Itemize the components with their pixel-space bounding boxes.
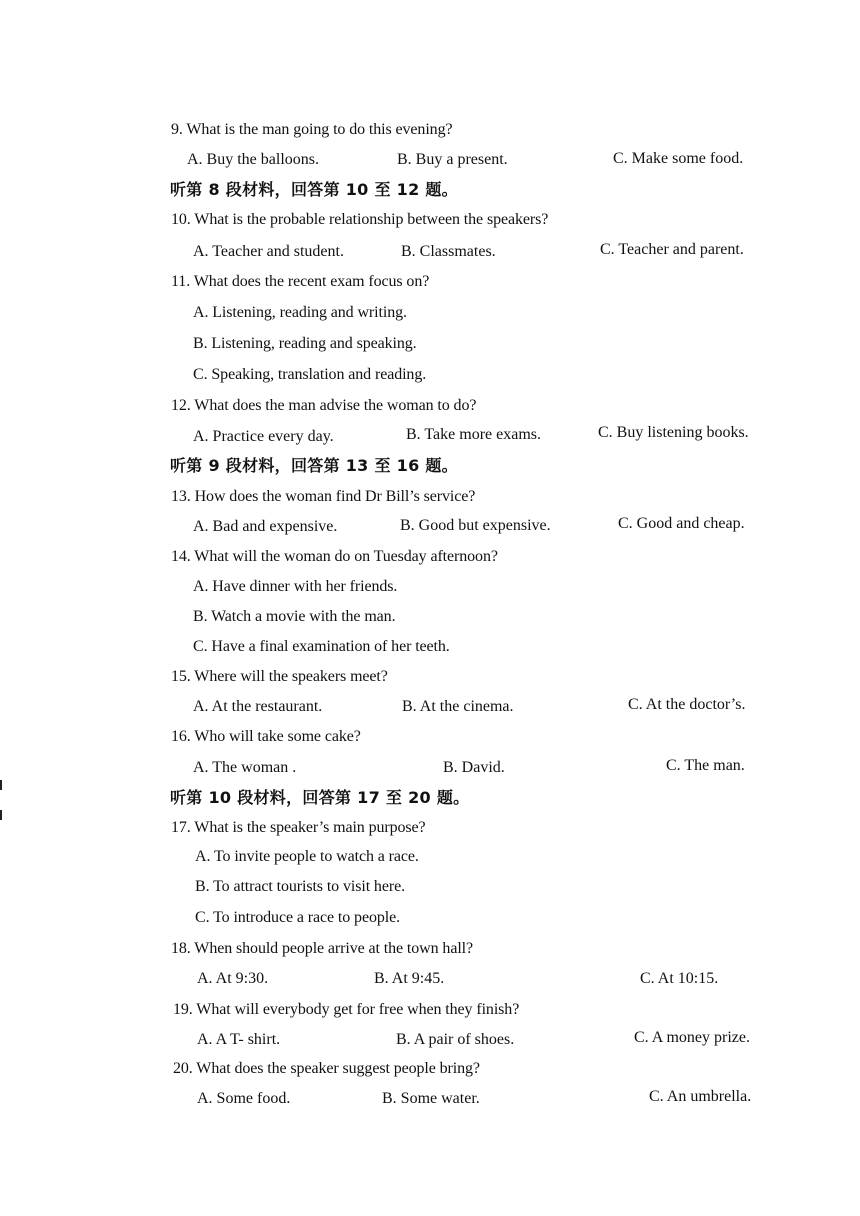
q15-option-a: A. At the restaurant. (193, 698, 323, 715)
q9-option-a: A. Buy the balloons. (187, 151, 319, 168)
q10-option-a: A. Teacher and student. (193, 243, 344, 260)
q12-option-c: C. Buy listening books. (598, 424, 749, 441)
question-9: 9. What is the man going to do this evening? (171, 121, 453, 138)
q10-option-c: C. Teacher and parent. (600, 241, 744, 258)
question-17: 17. What is the speaker’s main purpose? (171, 819, 426, 836)
question-20: 20. What does the speaker suggest people bring? (173, 1060, 480, 1077)
question-19: 19. What will everybody get for free when they finish? (173, 1001, 520, 1018)
q13-option-b: B. Good but expensive. (400, 517, 551, 534)
q20-option-b: B. Some water. (382, 1090, 480, 1107)
q11-option-b: B. Listening, reading and speaking. (193, 335, 417, 352)
section-10-heading: 听第 10 段材料，回答第 17 至 20 题。 (170, 788, 470, 807)
q9-option-b: B. Buy a present. (397, 151, 508, 168)
q19-option-b: B. A pair of shoes. (396, 1031, 515, 1048)
q16-option-b: B. David. (443, 759, 505, 776)
q13-option-c: C. Good and cheap. (618, 515, 745, 532)
q15-option-b: B. At the cinema. (402, 698, 514, 715)
question-12: 12. What does the man advise the woman to do? (171, 397, 477, 414)
q16-option-a: A. The woman . (193, 759, 297, 776)
q15-option-c: C. At the doctor’s. (628, 696, 746, 713)
section-8-heading: 听第 8 段材料，回答第 10 至 12 题。 (170, 180, 458, 199)
q14-option-a: A. Have dinner with her friends. (193, 578, 398, 595)
q18-option-b: B. At 9:45. (374, 970, 445, 987)
q14-option-c: C. Have a final examination of her teeth. (193, 638, 450, 655)
q20-option-c: C. An umbrella. (649, 1088, 752, 1105)
q20-option-a: A. Some food. (197, 1090, 291, 1107)
scan-edge-mark (0, 810, 8, 820)
scan-edge-mark (0, 780, 8, 790)
question-14: 14. What will the woman do on Tuesday afternoon? (171, 548, 498, 565)
q9-option-c: C. Make some food. (613, 150, 744, 167)
q11-option-c: C. Speaking, translation and reading. (193, 366, 427, 383)
q14-option-b: B. Watch a movie with the man. (193, 608, 396, 625)
q18-option-a: A. At 9:30. (197, 970, 269, 987)
q12-option-a: A. Practice every day. (193, 428, 334, 445)
question-10: 10. What is the probable relationship between the speakers? (171, 211, 549, 228)
q17-option-b: B. To attract tourists to visit here. (195, 878, 405, 895)
q19-option-a: A. A T- shirt. (197, 1031, 281, 1048)
q10-option-b: B. Classmates. (401, 243, 496, 260)
question-18: 18. When should people arrive at the town hall? (171, 940, 474, 957)
question-15: 15. Where will the speakers meet? (171, 668, 388, 685)
question-11: 11. What does the recent exam focus on? (171, 273, 430, 290)
q12-option-b: B. Take more exams. (406, 426, 541, 443)
q19-option-c: C. A money prize. (634, 1029, 750, 1046)
question-16: 16. Who will take some cake? (171, 728, 361, 745)
q17-option-c: C. To introduce a race to people. (195, 909, 400, 926)
section-9-heading: 听第 9 段材料，回答第 13 至 16 题。 (170, 456, 458, 475)
q13-option-a: A. Bad and expensive. (193, 518, 338, 535)
q11-option-a: A. Listening, reading and writing. (193, 304, 407, 321)
q16-option-c: C. The man. (666, 757, 745, 774)
question-13: 13. How does the woman find Dr Bill’s service? (171, 488, 476, 505)
q17-option-a: A. To invite people to watch a race. (195, 848, 419, 865)
q18-option-c: C. At 10:15. (640, 970, 719, 987)
